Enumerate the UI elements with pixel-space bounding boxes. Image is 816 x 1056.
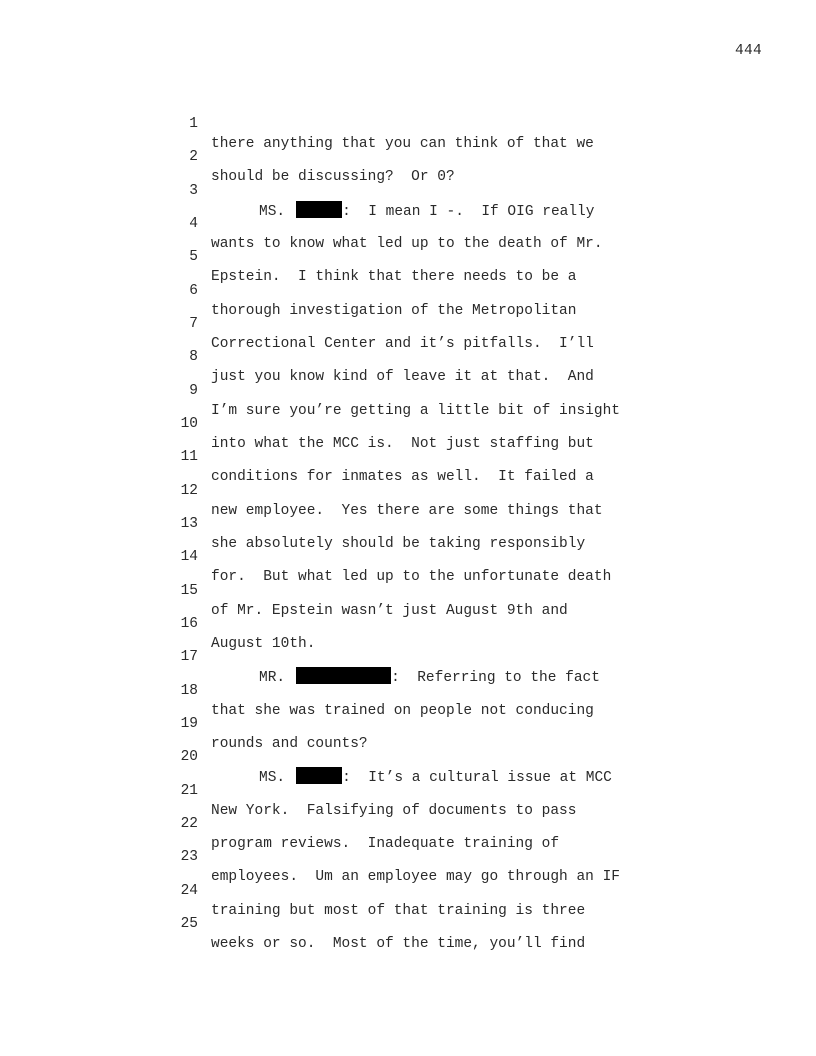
transcript-line <box>176 894 696 952</box>
transcript-line <box>176 594 696 652</box>
line-number: 8 <box>189 349 198 366</box>
line-number: 18 <box>180 682 198 699</box>
line-number: 9 <box>189 382 198 399</box>
transcript-line <box>176 861 696 919</box>
speaker-title: MS. <box>259 770 286 787</box>
line-number: 2 <box>189 149 198 166</box>
line-text: employees. Um an employee may go through an IF <box>211 869 620 886</box>
line-text: should be discussing? Or 0? <box>211 169 455 186</box>
speaker-title: MS. <box>259 203 286 220</box>
transcript-line <box>176 694 696 752</box>
page-number: 444 <box>734 43 762 59</box>
line-text: new employee. Yes there are some things that <box>211 502 603 519</box>
line-text: into what the MCC is. Not just staffing but <box>211 435 594 452</box>
speaker-statement: : I mean I -. If OIG really <box>342 203 595 220</box>
transcript-line-speaker <box>176 161 696 220</box>
transcript-line <box>176 294 696 352</box>
speaker-title: MR. <box>259 670 286 687</box>
transcript-line-speaker <box>176 727 696 787</box>
line-text: of Mr. Epstein wasn’t just August 9th and <box>211 602 568 619</box>
line-number: 11 <box>180 449 198 466</box>
line-number: 7 <box>189 315 198 332</box>
transcript-line <box>176 794 696 852</box>
line-number: 13 <box>180 515 198 532</box>
line-text: rounds and counts? <box>211 735 368 752</box>
transcript-line <box>176 427 696 486</box>
transcript-line <box>176 127 696 186</box>
line-number: 22 <box>180 815 198 832</box>
line-text: August 10th. <box>211 635 316 652</box>
line-number: 3 <box>189 182 198 199</box>
line-number: 24 <box>180 882 198 899</box>
line-number: 4 <box>189 215 198 232</box>
transcript-line <box>176 827 696 886</box>
line-number: 20 <box>180 749 198 766</box>
line-text: she absolutely should be taking responsibly <box>211 535 586 552</box>
transcript-line <box>176 261 696 319</box>
transcript-line <box>176 94 696 152</box>
line-text: thorough investigation of the Metropolitan <box>211 302 577 319</box>
line-text: wants to know what led up to the death of Mr. <box>211 235 603 252</box>
line-text: New York. Falsifying of documents to pass <box>211 802 577 819</box>
speaker-statement: : Referring to the fact <box>391 670 600 687</box>
line-number: 23 <box>180 849 198 866</box>
line-text: conditions for inmates as well. It failed a <box>211 469 594 486</box>
line-number: 12 <box>180 482 198 499</box>
transcript-line <box>176 527 696 586</box>
transcript-line <box>176 461 696 519</box>
line-number: 14 <box>180 549 198 566</box>
transcript-line <box>176 194 696 252</box>
transcript-line <box>176 227 696 286</box>
line-text: just you know kind of leave it at that. And <box>211 369 594 386</box>
line-text: weeks or so. Most of the time, you’ll find <box>211 935 586 952</box>
line-number: 25 <box>180 915 198 932</box>
line-number: 15 <box>180 582 198 599</box>
transcript-line <box>176 661 696 719</box>
transcript-body <box>176 94 696 952</box>
line-number: 10 <box>180 415 198 432</box>
line-text: I’m sure you’re getting a little bit of insight <box>211 402 620 419</box>
line-number: 19 <box>180 715 198 732</box>
transcript-line <box>176 361 696 419</box>
transcript-line <box>176 761 696 819</box>
line-text: program reviews. Inadequate training of <box>211 835 560 852</box>
line-number: 6 <box>189 282 198 299</box>
transcript-line <box>176 394 696 452</box>
line-text: Epstein. I think that there needs to be a <box>211 269 577 286</box>
line-number: 17 <box>180 649 198 666</box>
line-text: for. But what led up to the unfortunate death <box>211 569 612 586</box>
line-text: Correctional Center and it’s pitfalls. I’ll <box>211 335 594 352</box>
transcript-line <box>176 494 696 552</box>
line-number: 1 <box>189 116 198 132</box>
line-text: training but most of that training is three <box>211 902 586 919</box>
line-text: that she was trained on people not conducing <box>211 702 594 719</box>
transcript-line <box>176 327 696 386</box>
transcript-line-speaker <box>176 627 696 687</box>
transcript-line <box>176 561 696 619</box>
line-text: there anything that you can think of that we <box>211 136 594 152</box>
line-number: 5 <box>189 249 198 266</box>
line-number: 16 <box>180 615 198 632</box>
line-number: 21 <box>180 782 198 799</box>
speaker-statement: : It’s a cultural issue at MCC <box>342 770 612 787</box>
